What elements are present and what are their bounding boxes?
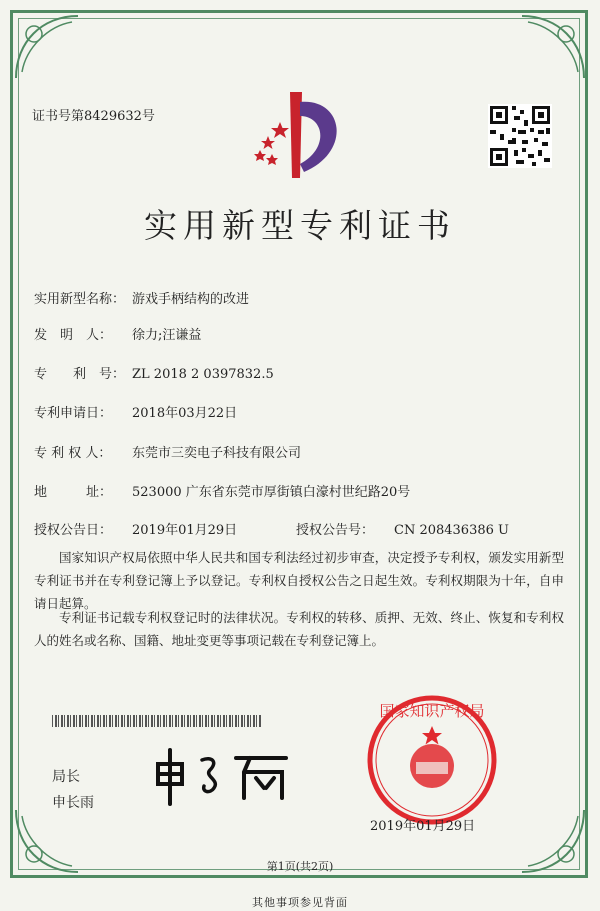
certificate-number: 证书号第8429632号 [32, 109, 155, 124]
field-value: 2019年01月29日 [132, 523, 238, 538]
legal-status-paragraph: 专利证书记载专利权登记时的法律状况。专利权的转移、质押、无效、终止、恢复和专利权人的姓名或名称、国籍、地址变更等事项记载在专利登记簿上。 [34, 610, 564, 648]
field-grant-date [34, 519, 237, 538]
page-number: 第1页(共2页) [266, 860, 334, 873]
field-label: 专 利 号： [34, 367, 126, 382]
field-address [34, 481, 410, 500]
field-label: 实用新型名称： [34, 292, 126, 307]
field-value: 2018年03月22日 [132, 406, 238, 421]
field-label: 专利申请日： [34, 406, 113, 421]
statement-paragraph: 国家知识产权局依照中华人民共和国专利法经过初步审查，决定授予专利权，颁发实用新型专利证书并在专利登记簿上予以登记。专利权自授权公告之日起生效。专利权期限为十年，自申请日起算。 [34, 550, 564, 611]
field-value: 东莞市三奕电子科技有限公司 [132, 446, 302, 461]
page-title: 实用新型专利证书 [144, 206, 456, 245]
field-utility-model-name [34, 288, 249, 307]
field-value: 523000 广东省东莞市厚街镇白濠村世纪路20号 [132, 485, 411, 500]
field-value: 游戏手柄结构的改进 [132, 292, 250, 307]
handwritten-signature [140, 742, 300, 808]
corner-ornament-top-right [518, 12, 588, 82]
field-grant-number [296, 519, 509, 538]
field-inventors [34, 324, 201, 343]
seal-date: 2019年01月29日 [370, 819, 476, 834]
field-value: 徐力;汪谦益 [132, 328, 202, 343]
qr-code-icon [488, 104, 552, 168]
field-value: CN 208436386 U [394, 523, 509, 538]
field-label: 授权公告日： [34, 523, 113, 538]
field-application-date [34, 402, 237, 421]
seal-text: 国家知识产权局 [379, 702, 485, 720]
field-label: 专 利 权 人： [34, 446, 112, 461]
patent-office-logo-icon [244, 92, 350, 182]
corner-ornament-top-left [12, 12, 82, 82]
field-label: 授权公告号： [296, 523, 375, 538]
director-title: 局长 [52, 769, 80, 785]
field-label: 发 明 人： [34, 328, 113, 343]
director-name: 申长雨 [52, 795, 94, 811]
barcode-icon [52, 715, 262, 727]
official-seal [362, 690, 502, 830]
footer-note: 其他事项参见背面 [252, 896, 348, 909]
field-label: 地 址： [34, 485, 113, 500]
field-value: ZL 2018 2 0397832.5 [132, 367, 274, 382]
field-patent-number [34, 363, 274, 382]
field-patentee [34, 442, 301, 461]
